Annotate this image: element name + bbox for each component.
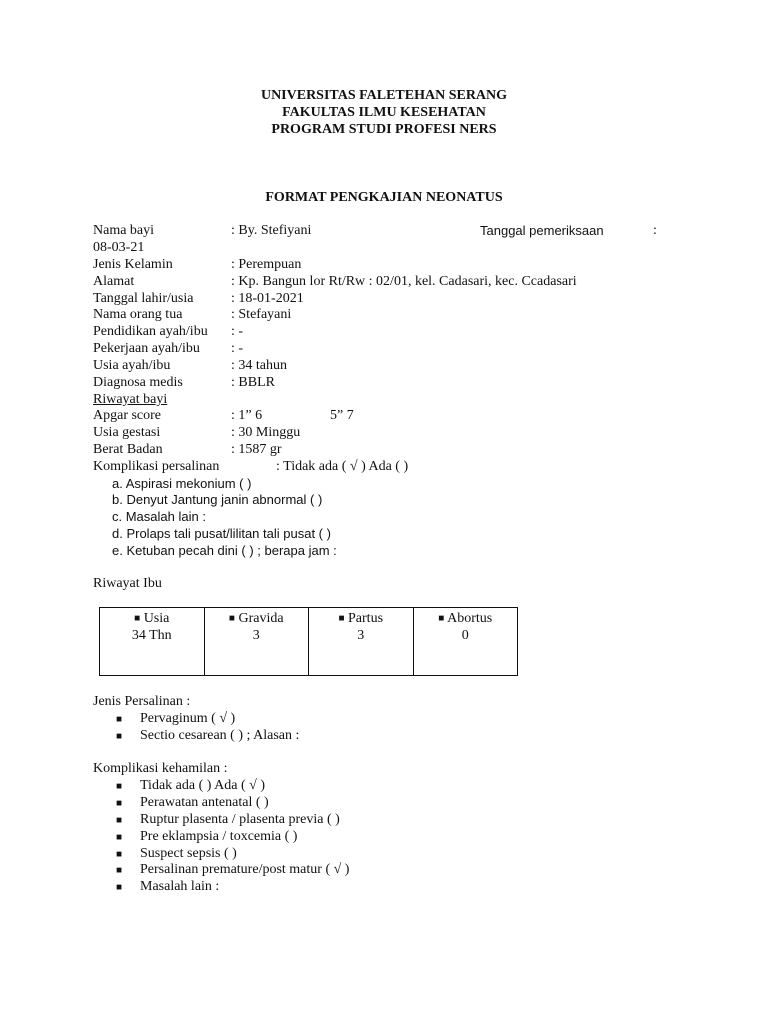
komplikasi-persalinan-label: Komplikasi persalinan [93,459,220,474]
abortus-header: Abortus [447,611,493,626]
komplikasi-item-c: c. Masalah lain : [112,509,206,524]
riwayat-ibu-heading: Riwayat Ibu [93,576,162,591]
tanggal-pemeriksaan-value: 08-03-21 [93,240,145,255]
gravida-header: Gravida [238,611,284,626]
apgar-value-1: : 1” 6 [231,408,263,423]
square-bullet-icon: ■ [116,781,123,792]
tanggal-pemeriksaan-label: Tanggal pemeriksaan [480,223,604,238]
kehamilan-item-eklampsia: Pre eklampsia / toxcemia ( ) [140,829,298,844]
kehamilan-item-sepsis: Suspect sepsis ( ) [140,846,237,861]
tanggal-lahir-label: Tanggal lahir/usia [93,291,194,306]
berat-badan-label: Berat Badan [93,442,163,457]
usia-value: 34 Thn [131,628,172,643]
kehamilan-item-antenatal: Perawatan antenatal ( ) [140,795,269,810]
abortus-value: 0 [461,628,469,643]
apgar-value-2: 5” 7 [330,408,354,423]
jenis-persalinan-heading: Jenis Persalinan : [93,694,191,709]
diagnosa-medis-value: : BBLR [231,375,275,390]
usia-gestasi-value: : 30 Minggu [231,425,301,440]
komplikasi-kehamilan-heading: Komplikasi kehamilan : [93,761,228,776]
pendidikan-label: Pendidikan ayah/ibu [93,324,208,339]
kehamilan-item-ruptur: Ruptur plasenta / plasenta previa ( ) [140,812,340,827]
usia-ayah-ibu-value: : 34 tahun [231,358,287,373]
faculty-name: FAKULTAS ILMU KESEHATAN [282,105,486,120]
table-cell-usia [100,608,205,676]
square-bullet-icon: ■ [116,798,123,809]
jenis-kelamin-value: : Perempuan [231,257,302,272]
square-bullet-icon: ■ [116,832,123,843]
kehamilan-item-masalah-lain: Masalah lain : [140,879,220,894]
nama-bayi-label: Nama bayi [93,223,155,238]
square-bullet-icon: ■ [116,714,123,725]
square-bullet-icon: ■ [228,613,235,624]
komplikasi-persalinan-value: : Tidak ada ( √ ) Ada ( ) [276,459,409,474]
tanggal-lahir-value: : 18-01-2021 [231,291,304,306]
square-bullet-icon: ■ [116,882,123,893]
nama-orang-tua-value: : Stefayani [231,307,292,322]
usia-ayah-ibu-label: Usia ayah/ibu [93,358,171,373]
gravida-value: 3 [252,628,260,643]
alamat-value: : Kp. Bangun lor Rt/Rw : 02/01, kel. Cadasari, kec. Ccadasari [231,274,577,289]
square-bullet-icon: ■ [116,865,123,876]
komplikasi-item-e: e. Ketuban pecah dini ( ) ; berapa jam : [112,543,337,558]
apgar-label: Apgar score [93,408,162,423]
table-cell-partus [309,608,414,676]
komplikasi-item-d: d. Prolaps tali pusat/lilitan tali pusat ( ) [112,526,331,541]
usia-gestasi-label: Usia gestasi [93,425,161,440]
riwayat-bayi-heading: Riwayat bayi [93,392,168,407]
tanggal-pemeriksaan-colon: : [653,223,657,238]
usia-header: Usia [143,611,170,626]
program-name: PROGRAM STUDI PROFESI NERS [271,122,497,137]
pendidikan-value: : - [231,324,244,339]
persalinan-item-sectio: Sectio cesarean ( ) ; Alasan : [140,728,300,743]
nama-bayi-value: : By. Stefiyani [231,223,312,238]
square-bullet-icon: ■ [116,849,123,860]
table-cell-gravida [204,608,309,676]
jenis-kelamin-label: Jenis Kelamin [93,257,173,272]
komplikasi-item-a: a. Aspirasi mekonium ( ) [112,476,252,491]
kehamilan-item-tidak-ada: Tidak ada ( ) Ada ( √ ) [140,778,265,793]
berat-badan-value: : 1587 gr [231,442,282,457]
university-name: UNIVERSITAS FALETEHAN SERANG [260,88,508,103]
form-title: FORMAT PENGKAJIAN NEONATUS [265,190,503,205]
table-cell-abortus [413,608,518,676]
square-bullet-icon: ■ [438,613,445,624]
riwayat-ibu-table [99,607,518,676]
diagnosa-medis-label: Diagnosa medis [93,375,183,390]
square-bullet-icon: ■ [134,613,141,624]
partus-value: 3 [357,628,365,643]
kehamilan-item-premature: Persalinan premature/post matur ( √ ) [140,862,350,877]
pekerjaan-value: : - [231,341,244,356]
alamat-label: Alamat [93,274,135,289]
partus-header: Partus [348,611,384,626]
square-bullet-icon: ■ [116,815,123,826]
square-bullet-icon: ■ [116,731,123,742]
square-bullet-icon: ■ [338,613,345,624]
nama-orang-tua-label: Nama orang tua [93,307,183,322]
komplikasi-item-b: b. Denyut Jantung janin abnormal ( ) [112,492,323,507]
pekerjaan-label: Pekerjaan ayah/ibu [93,341,200,356]
persalinan-item-pervaginum: Pervaginum ( √ ) [140,711,236,726]
